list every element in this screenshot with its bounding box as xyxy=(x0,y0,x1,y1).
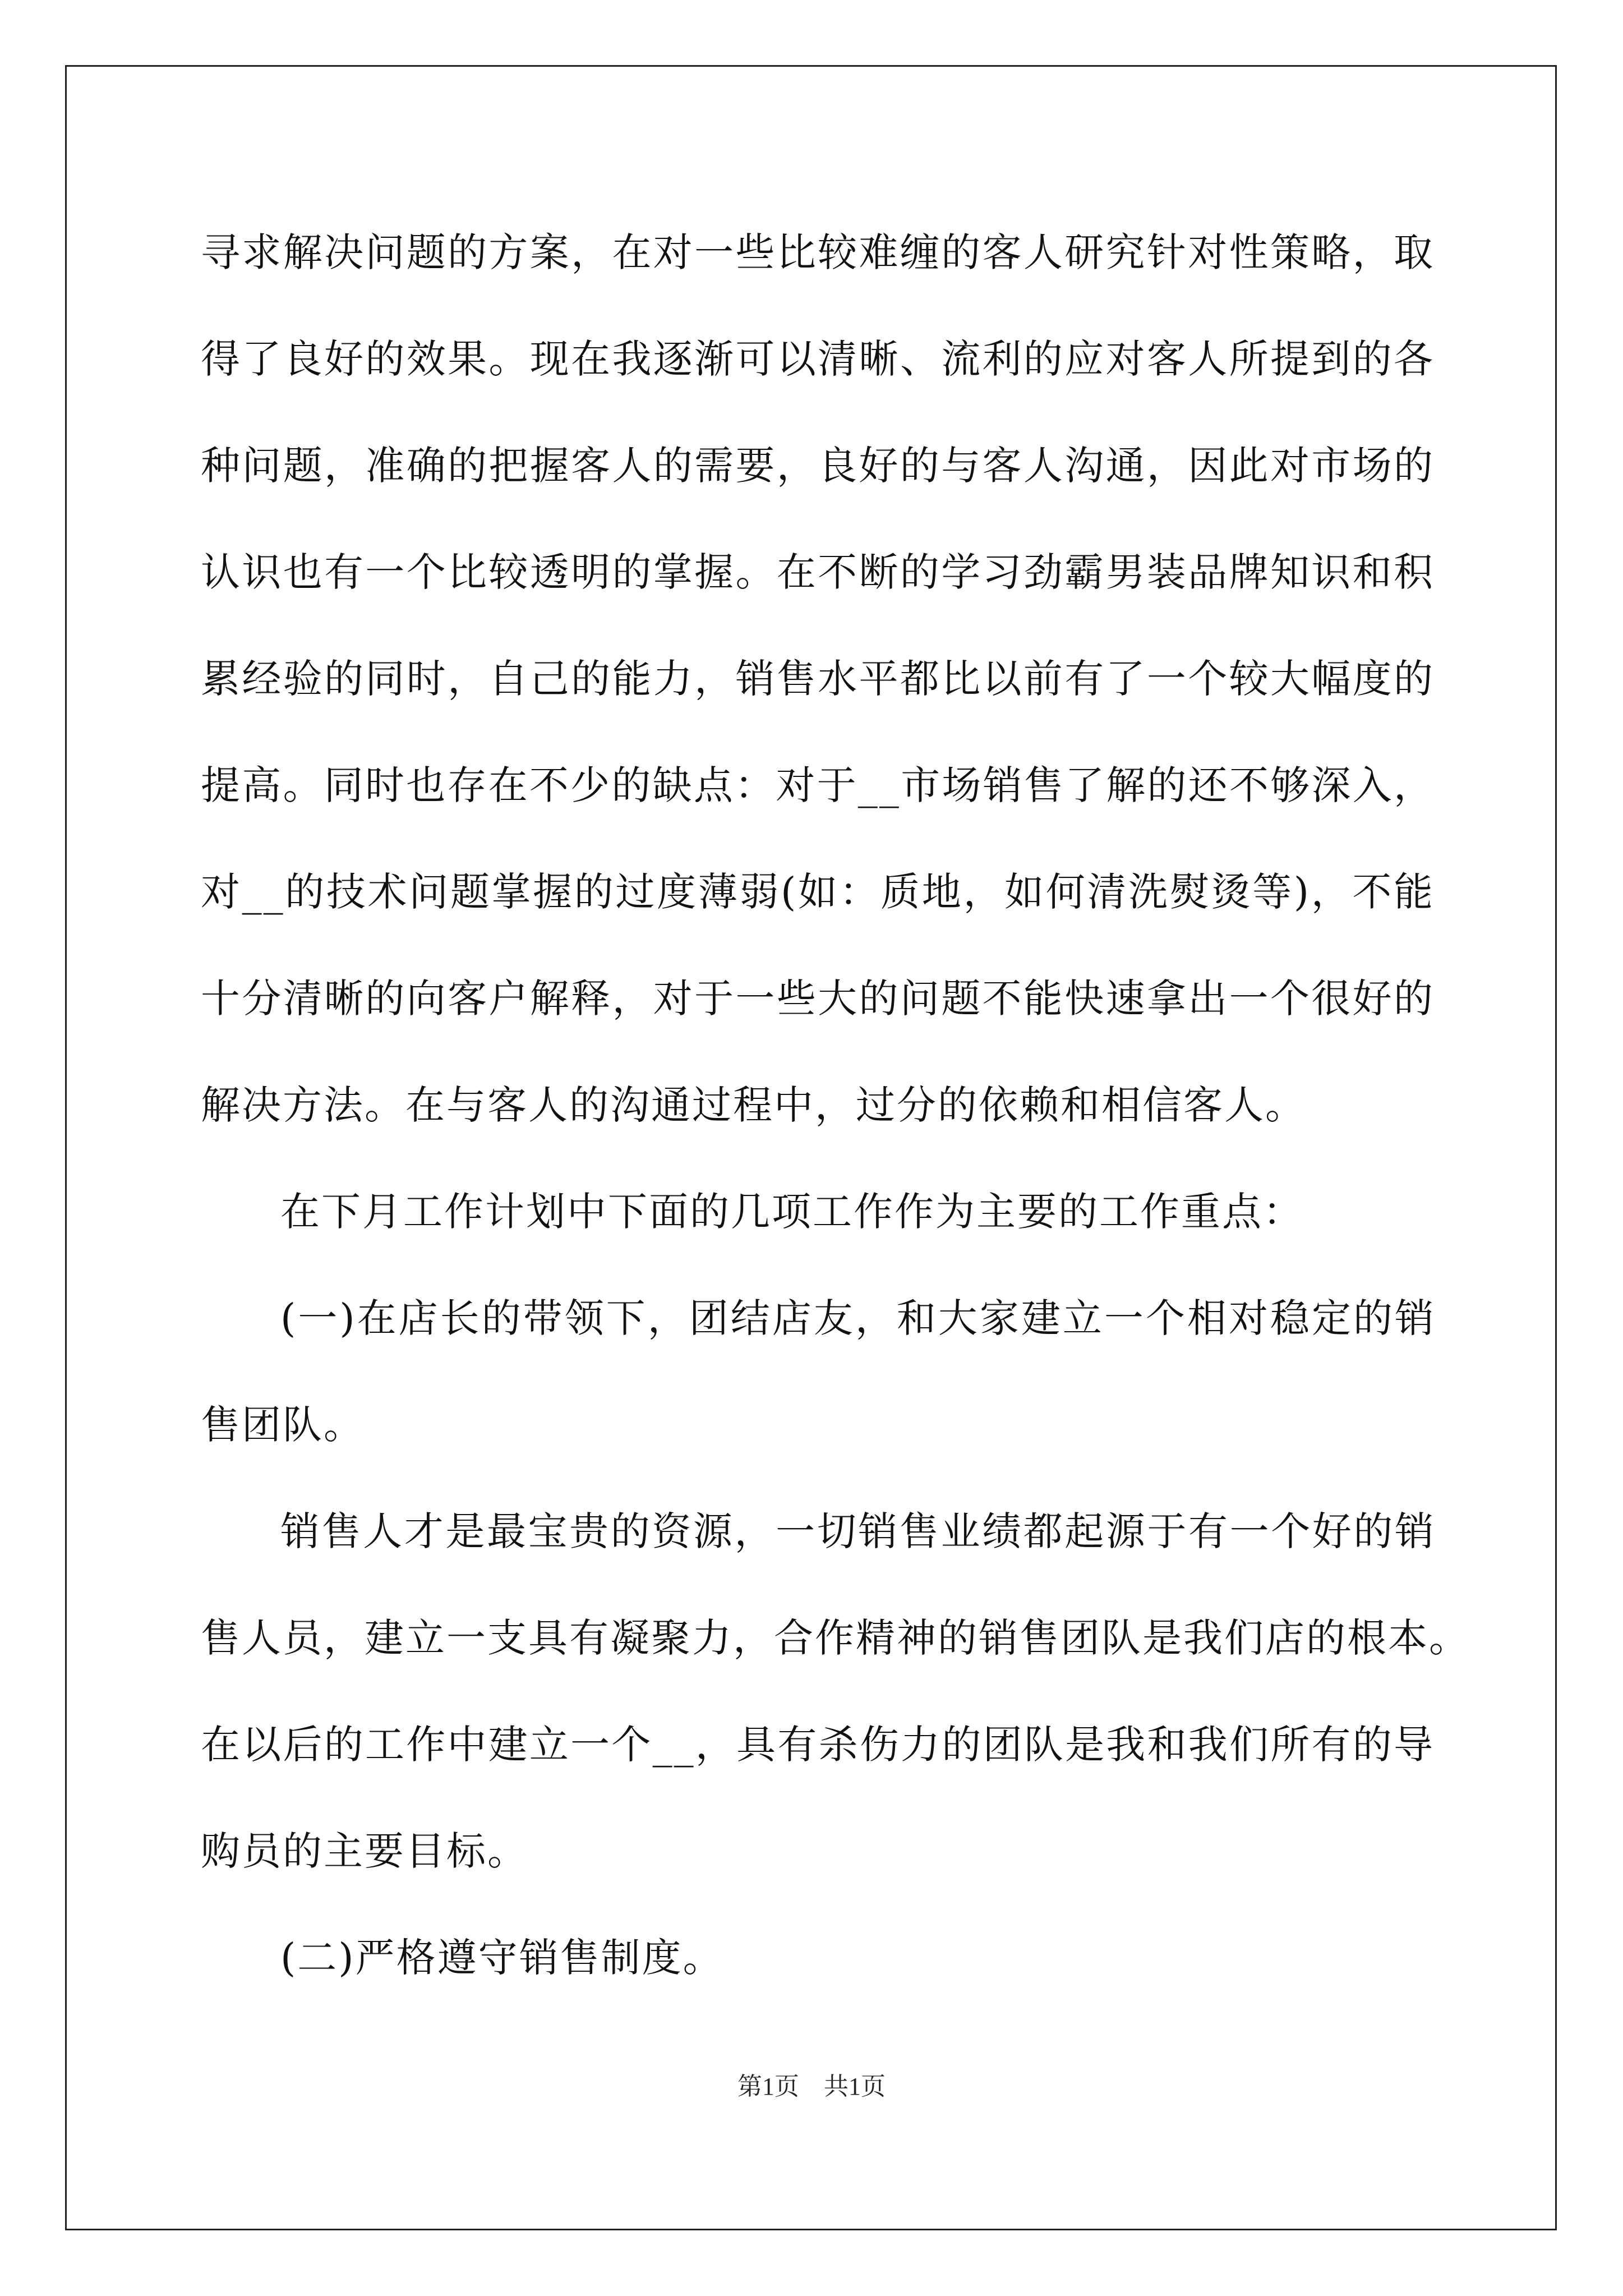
page-frame xyxy=(65,65,1557,2230)
paragraph-line: 对__的技术问题掌握的过度薄弱(如：质地，如何清洗熨烫等)，不能 xyxy=(201,869,1435,915)
paragraph-line: 在以后的工作中建立一个__，具有杀伤力的团队是我和我们所有的导 xyxy=(201,1722,1435,1768)
paragraph-line: 十分清晰的向客户解释，对于一些大的问题不能快速拿出一个很好的 xyxy=(201,976,1435,1022)
page-number-footer: 第1页 共1页 xyxy=(737,2073,886,2100)
paragraph-line: 销售人才是最宝贵的资源，一切销售业绩都起源于有一个好的销 xyxy=(280,1508,1436,1554)
paragraph-line: 售人员，建立一支具有凝聚力，合作精神的销售团队是我们店的根本。 xyxy=(201,1615,1470,1661)
paragraph-line: (一)在店长的带领下，团结店友，和大家建立一个相对稳定的销 xyxy=(280,1295,1436,1341)
paragraph-line: 累经验的同时，自己的能力，销售水平都比以前有了一个较大幅度的 xyxy=(201,656,1435,702)
paragraph-line: 购员的主要目标。 xyxy=(201,1828,528,1874)
paragraph-line: 寻求解决问题的方案，在对一些比较难缠的客人研究针对性策略，取 xyxy=(201,229,1435,275)
paragraph-line: 得了良好的效果。现在我逐渐可以清晰、流利的应对客人所提到的各 xyxy=(201,336,1435,382)
paragraph-line: (二)严格遵守销售制度。 xyxy=(280,1935,724,1981)
paragraph-line: 售团队。 xyxy=(201,1402,365,1448)
paragraph-line: 在下月工作计划中下面的几项工作作为主要的工作重点： xyxy=(280,1189,1304,1235)
paragraph-line: 解决方法。在与客人的沟通过程中，过分的依赖和相信客人。 xyxy=(201,1082,1306,1128)
paragraph-line: 认识也有一个比较透明的掌握。在不断的学习劲霸男装品牌知识和积 xyxy=(201,549,1435,595)
paragraph-line: 提高。同时也存在不少的缺点：对于__市场销售了解的还不够深入， xyxy=(201,762,1435,808)
paragraph-line: 种问题，准确的把握客人的需要，良好的与客人沟通，因此对市场的 xyxy=(201,443,1435,489)
